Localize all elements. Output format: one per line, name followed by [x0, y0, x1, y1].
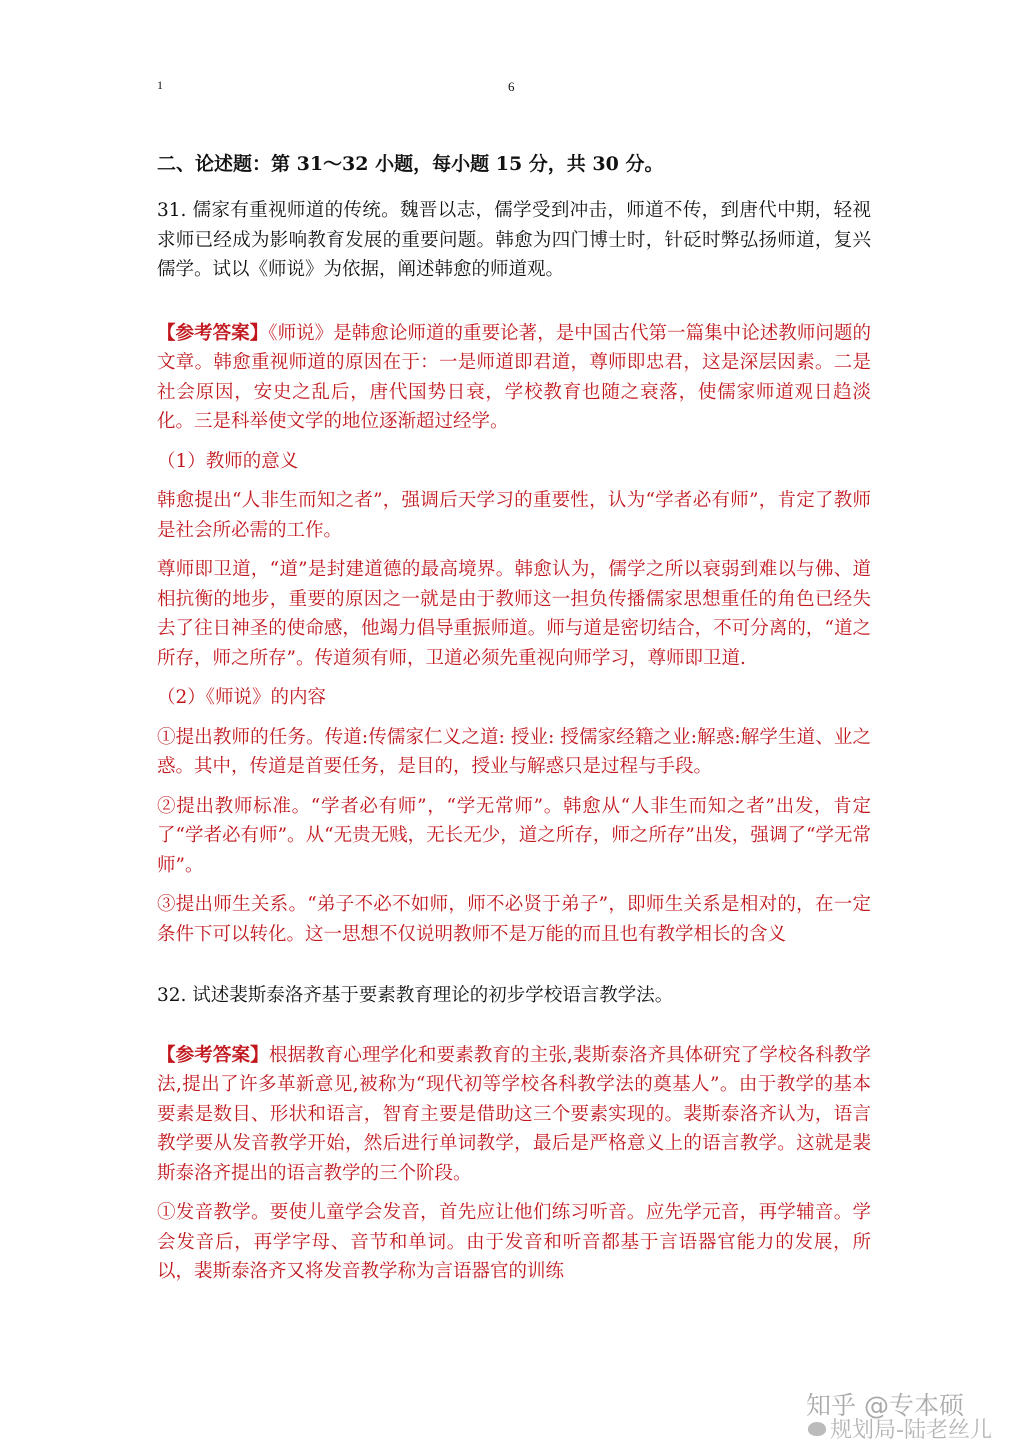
question-32: 32. 试述裴斯泰洛齐基于要素教育理论的初步学校语言教学法。	[157, 985, 674, 1006]
question-31: 31. 儒家有重视师道的传统。魏晋以志，儒学受到冲击，师道不传，到唐代中期，轻视求师已经成为影响教育发展的重要问题。韩愈为四门博士时，针砭时弊弘扬师道，复兴儒学。试以《师说》为依据，阐述韩愈的师道观。	[157, 200, 871, 280]
answer-intro-text: 《师说》是韩愈论师道的重要论著，是中国古代第一篇集中论述教师问题的文章。韩愈重视师道的原因在于：一是师道即君道，尊师即忠君，这是深层因素。二是社会原因，安史之乱后，唐代国势日衰，学校教育也随之衰落，使儒家师道观日趋淡化。三是科举使文学的地位逐渐超过经学。	[157, 322, 871, 432]
section-title: 二、论述题：第 31～32 小题，每小题 15 分，共 30 分。	[157, 153, 664, 175]
paragraph: ②提出教师标准。“学者必有师”，“学无常师”。韩愈从“人非生而知之者”出发，肯定了“学者必有师”。从“无贵无贱，无长无少，道之所存，师之所存”出发，强调了“学无常师”。	[157, 795, 871, 876]
paragraph: ①发音教学。要使儿童学会发音，首先应让他们练习听音。应先学元音，再学辅音。学会发音后，再学字母、音节和单词。由于发音和听音都基于言语器官能力的发展，所以，裴斯泰洛齐又将发音教学称为言语器官的训练	[157, 1202, 871, 1282]
answer-32	[157, 1041, 871, 1287]
answer-label: 【参考答案】	[157, 322, 269, 344]
document-body	[157, 150, 871, 1297]
answer-31	[157, 319, 871, 950]
paragraph: 韩愈提出“人非生而知之者”，强调后天学习的重要性，认为“学者必有师”，肯定了教师是社会所必需的工作。	[157, 490, 871, 541]
answer-label: 【参考答案】	[157, 1044, 269, 1066]
weibo-watermark	[808, 1413, 992, 1444]
answer-intro-text: 根据教育心理学化和要素教育的主张,裴斯泰洛齐具体研究了学校各科教学法,提出了许多革新意见,被称为“现代初等学校各科教学法的奠基人”。由于教学的基本要素是数目、形状和语言，智育主要是借助这三个要素实现的。裴斯泰洛齐认为，语言教学要从发音教学开始，然后进行单词教学，最后是严格意义上的语言教学。这就是裴斯泰洛齐提出的语言教学的三个阶段。	[157, 1044, 871, 1184]
subheading-shishuo-content: （2）《师说》的内容	[157, 687, 327, 708]
paragraph: ③提出师生关系。“弟子不必不如师，师不必贤于弟子”，即师生关系是相对的，在一定条件下可以转化。这一思想不仅说明教师不是万能的而且也有教学相长的含义	[157, 894, 871, 945]
paragraph: 尊师即卫道，“道”是封建道德的最高境界。韩愈认为，儒学之所以衰弱到难以与佛、道相抗衡的地步，重要的原因之一就是由于教师这一担负传播儒家思想重任的角色已经失去了往日神圣的使命感，他竭力倡导重振师道。师与道是密切结合，不可分离的，“道之所存，师之所存”。传道须有师，卫道必须先重视向师学习，尊师即卫道.	[157, 559, 871, 669]
paragraph: ①提出教师的任务。传道:传儒家仁义之道: 授业: 授儒家经籍之业:解惑:解学生道、业之惑。其中，传道是首要任务，是目的，授业与解惑只是过程与手段。	[157, 726, 871, 777]
page-number-left: 1	[157, 78, 163, 92]
answer-32-intro	[157, 1041, 871, 1189]
subheading-teacher-meaning: （1）教师的意义	[157, 450, 299, 472]
answer-31-intro	[157, 319, 871, 437]
weibo-watermark-text: 规划局-陆老丝儿	[830, 1418, 992, 1443]
page-number-center: 6	[508, 79, 515, 94]
weibo-icon	[808, 1422, 826, 1436]
zhihu-watermark: 知乎 @专本硕	[806, 1391, 964, 1420]
